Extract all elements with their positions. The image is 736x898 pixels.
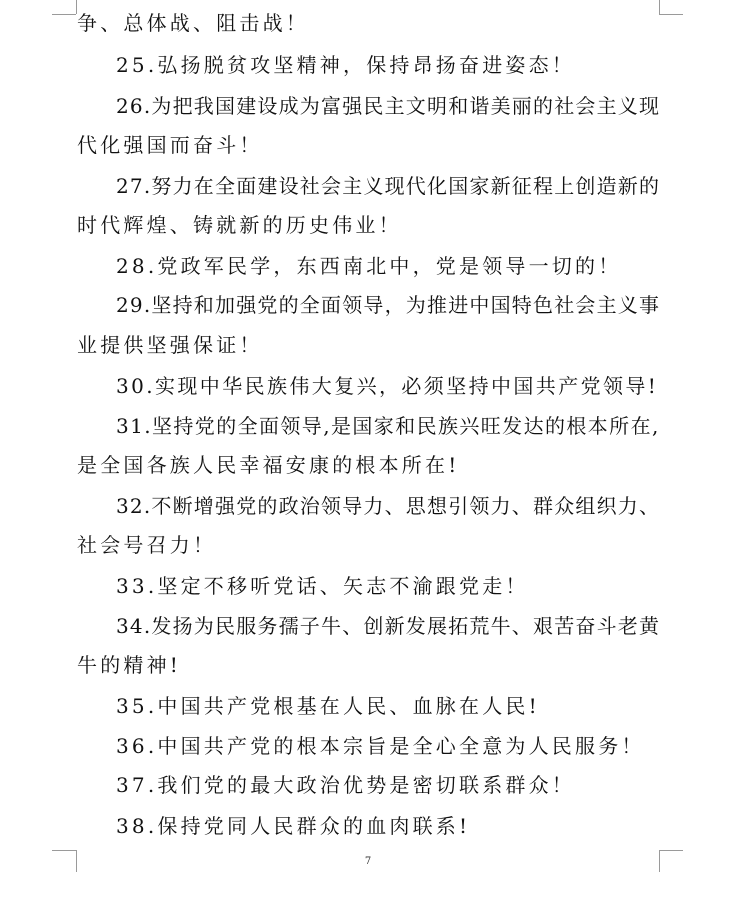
text-line: 37.我们党的最大政治优势是密切联系群众！ — [116, 773, 576, 797]
text-line: 33.坚定不移听党话、矢志不渝跟党走！ — [116, 574, 529, 598]
text-line: 31.坚持党的全面领导,是国家和民族兴旺发达的根本所在, — [116, 414, 660, 438]
text-line: 32.不断增强党的政治领导力、思想引领力、群众组织力、 — [116, 494, 661, 518]
text-line: 36.中国共产党的根本宗旨是全心全意为人民服务！ — [116, 734, 645, 758]
text-line: 代化强国而奋斗！ — [77, 133, 263, 157]
text-line: 26.为把我国建设成为富强民主文明和谐美丽的社会主义现 — [116, 94, 661, 118]
crop-mark-top-right-vertical — [659, 0, 660, 14]
text-line: 29.坚持和加强党的全面领导，为推进中国特色社会主义事 — [116, 293, 661, 317]
crop-mark-bottom-left-horizontal — [52, 850, 76, 851]
text-line: 时代辉煌、铸就新的历史伟业！ — [77, 213, 402, 237]
text-line: 争、总体战、阻击战！ — [77, 11, 309, 35]
crop-mark-top-left-horizontal — [52, 14, 76, 15]
text-line: 30.实现中华民族伟大复兴，必须坚持中国共产党领导! — [116, 374, 659, 398]
text-line: 34.发扬为民服务孺子牛、创新发展拓荒牛、艰苦奋斗老黄 — [116, 614, 661, 638]
text-line: 38.保持党同人民群众的血肉联系! — [116, 814, 471, 838]
crop-mark-top-right-horizontal — [659, 14, 683, 15]
text-line: 业提供坚强保证！ — [77, 333, 263, 357]
text-line: 27.努力在全面建设社会主义现代化国家新征程上创造新的 — [116, 174, 661, 198]
text-line: 25.弘扬脱贫攻坚精神，保持昂扬奋进姿态！ — [116, 53, 576, 77]
text-line: 35.中国共产党根基在人民、血脉在人民! — [116, 694, 540, 718]
page-number: 7 — [364, 856, 372, 867]
text-line: 是全国各族人民幸福安康的根本所在! — [77, 453, 460, 477]
text-line: 牛的精神! — [77, 653, 182, 677]
text-line: 28.党政军民学，东西南北中，党是领导一切的！ — [116, 254, 622, 278]
text-line: 社会号召力！ — [77, 533, 217, 557]
crop-mark-bottom-right-horizontal — [659, 850, 683, 851]
